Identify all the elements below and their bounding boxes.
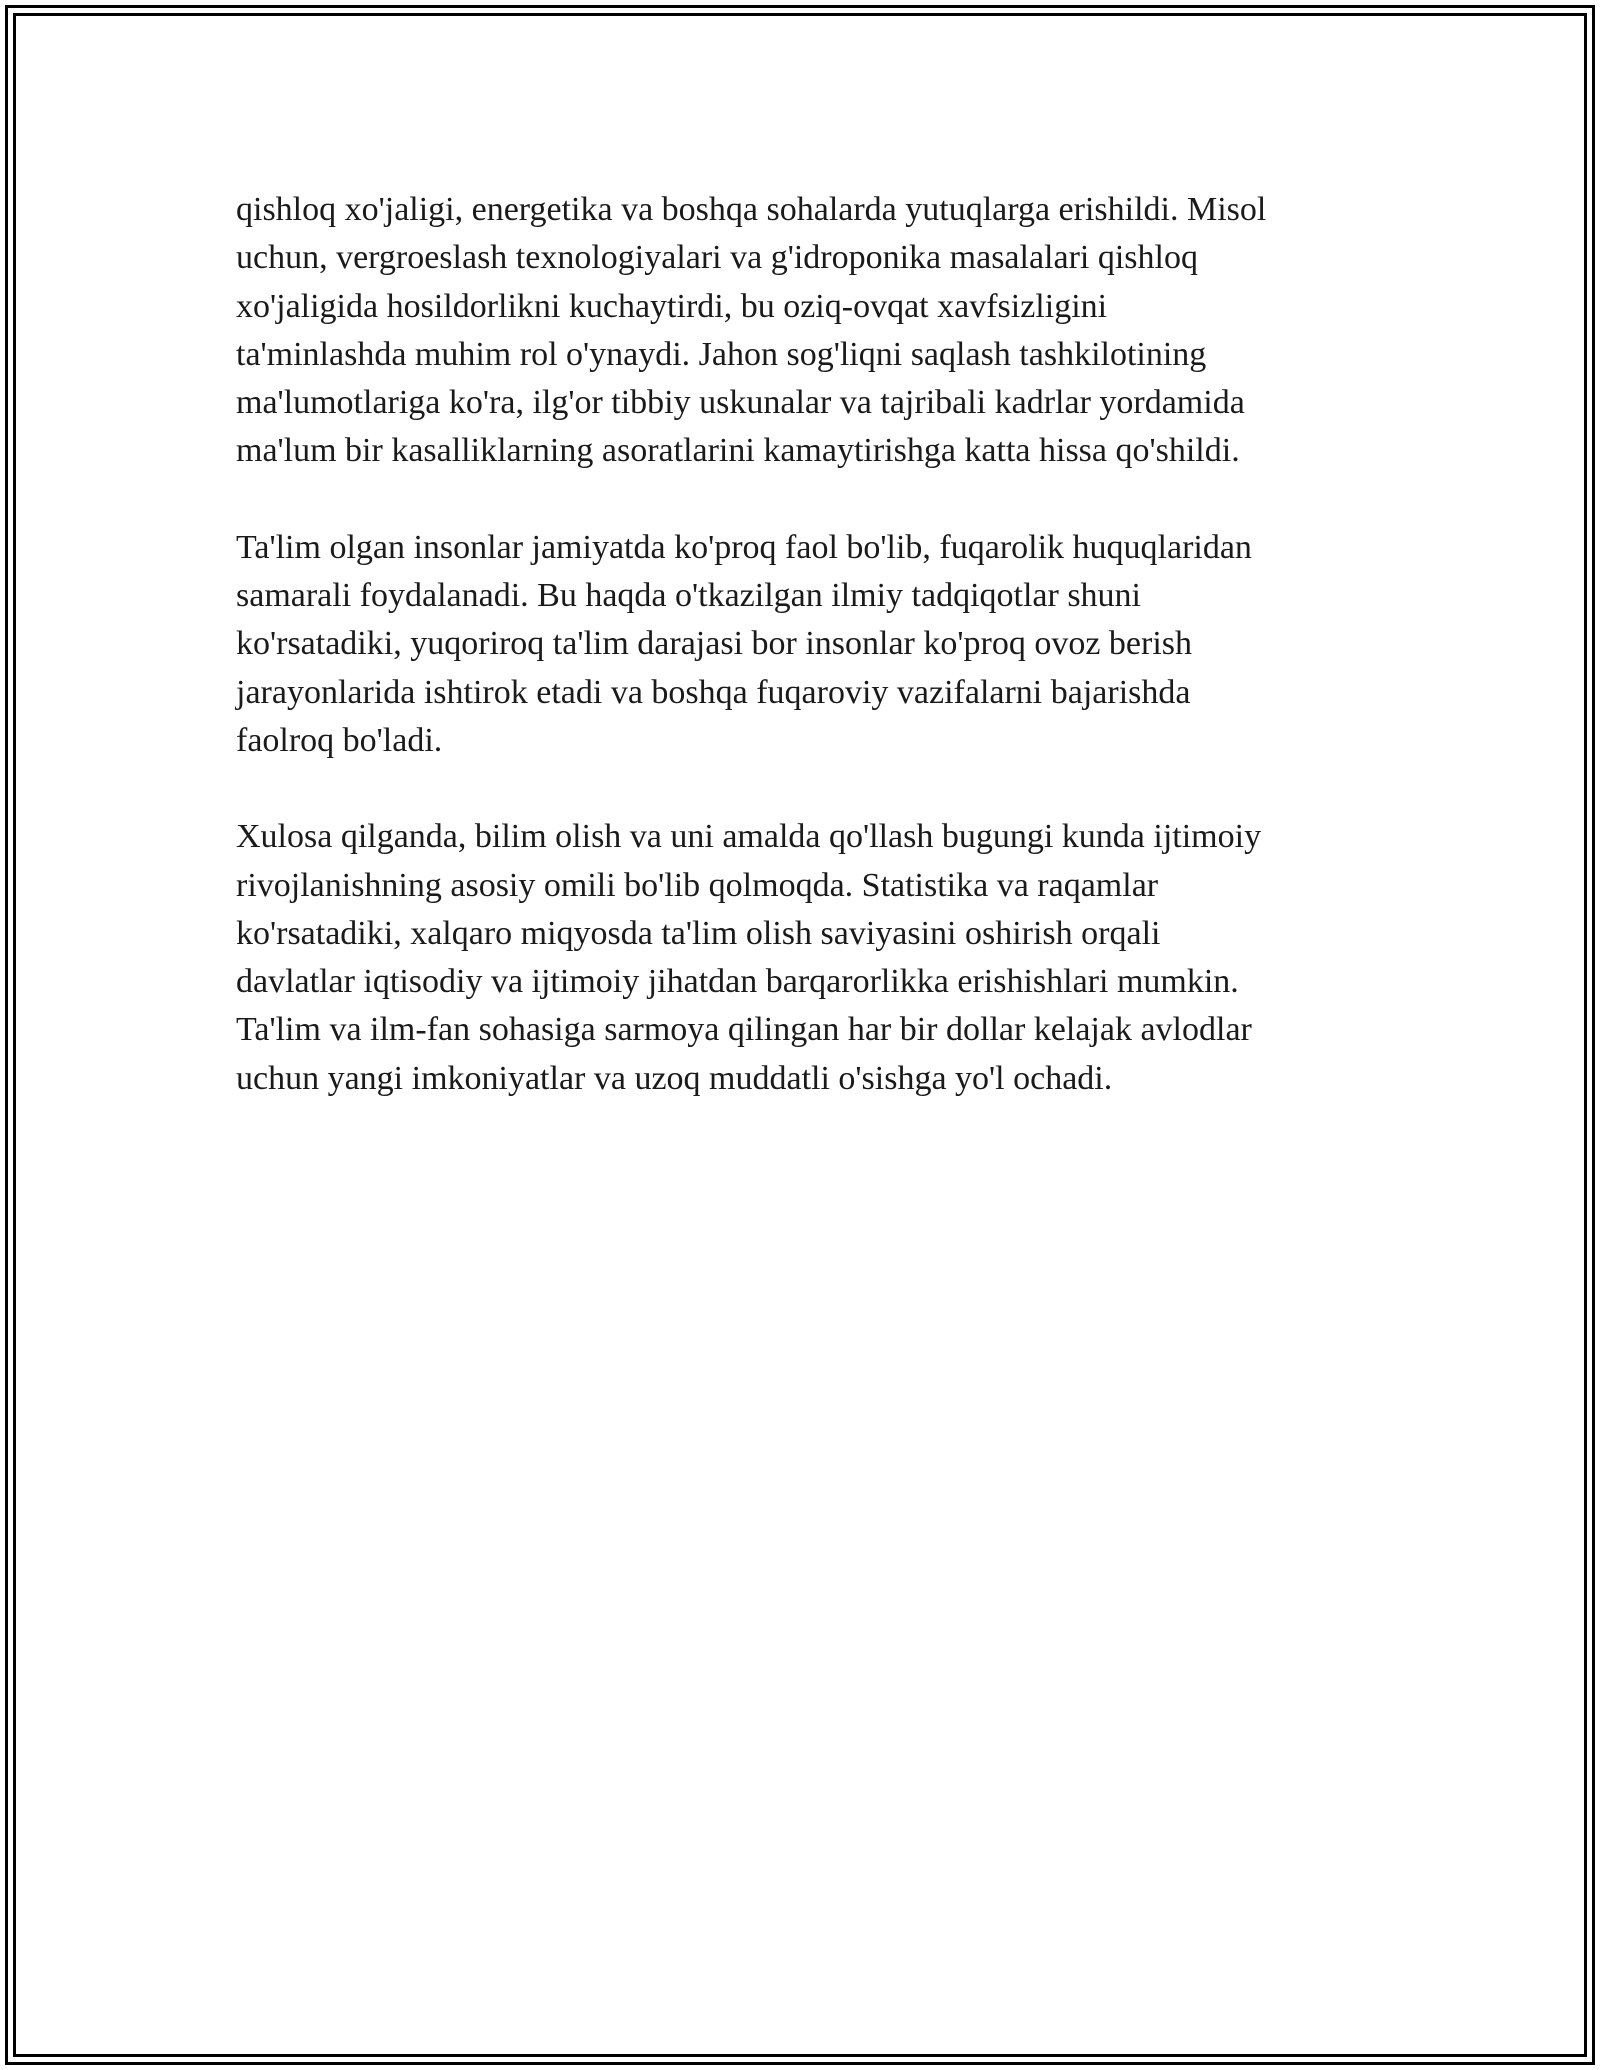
text-line: faolroq bo'ladi. xyxy=(236,721,443,759)
paragraph-2 xyxy=(236,524,1366,765)
text-line: uchun yangi imkoniyatlar va uzoq muddatli o'sishga yo'l ochadi. xyxy=(236,1059,1113,1097)
text-line: samarali foydalanadi. Bu haqda o'tkazilgan ilmiy tadqiqotlar shuni xyxy=(236,577,1142,615)
text-line: Xulosa qilganda, bilim olish va uni amalda qo'llash bugungi kunda ijtimoiy xyxy=(236,818,1262,856)
text-line: rivojlanishning asosiy omili bo'lib qolmoqda. Statistika va raqamlar xyxy=(236,866,1159,904)
text-line: jarayonlarida ishtirok etadi va boshqa fuqaroviy vazifalarni bajarishda xyxy=(236,673,1191,711)
text-line: ta'minlashda muhim rol o'ynaydi. Jahon sog'liqni saqlash tashkilotining xyxy=(236,335,1207,373)
text-line: Ta'lim olgan insonlar jamiyatda ko'proq faol bo'lib, fuqarolik huquqlaridan xyxy=(236,528,1252,566)
text-line: ko'rsatadiki, xalqaro miqyosda ta'lim olish saviyasini oshirish orqali xyxy=(236,914,1161,952)
text-line: xo'jaligida hosildorlikni kuchaytirdi, bu oziq-ovqat xavfsizligini xyxy=(236,287,1108,325)
text-line: ko'rsatadiki, yuqoriroq ta'lim darajasi bor insonlar ko'proq ovoz berish xyxy=(236,625,1193,663)
text-line: qishloq xo'jaligi, energetika va boshqa sohalarda yutuqlarga erishildi. Misol xyxy=(236,191,1267,228)
paragraph-1 xyxy=(236,186,1366,476)
paragraph-3 xyxy=(236,813,1366,1103)
text-line: davlatlar iqtisodiy va ijtimoiy jihatdan barqarorlikka erishishlari mumkin. xyxy=(236,963,1239,1001)
text-line: ma'lumotlariga ko'ra, ilg'or tibbiy uskunalar va tajribali kadrlar yordamida xyxy=(236,384,1245,422)
text-line: uchun, vergroeslash texnologiyalari va g'idroponika masalalari qishloq xyxy=(236,239,1198,277)
text-line: Ta'lim va ilm-fan sohasiga sarmoya qilingan har bir dollar kelajak avlodlar xyxy=(236,1011,1252,1049)
document-body xyxy=(236,186,1366,1151)
text-line: ma'lum bir kasalliklarning asoratlarini kamaytirishga katta hissa qo'shildi. xyxy=(236,432,1240,470)
